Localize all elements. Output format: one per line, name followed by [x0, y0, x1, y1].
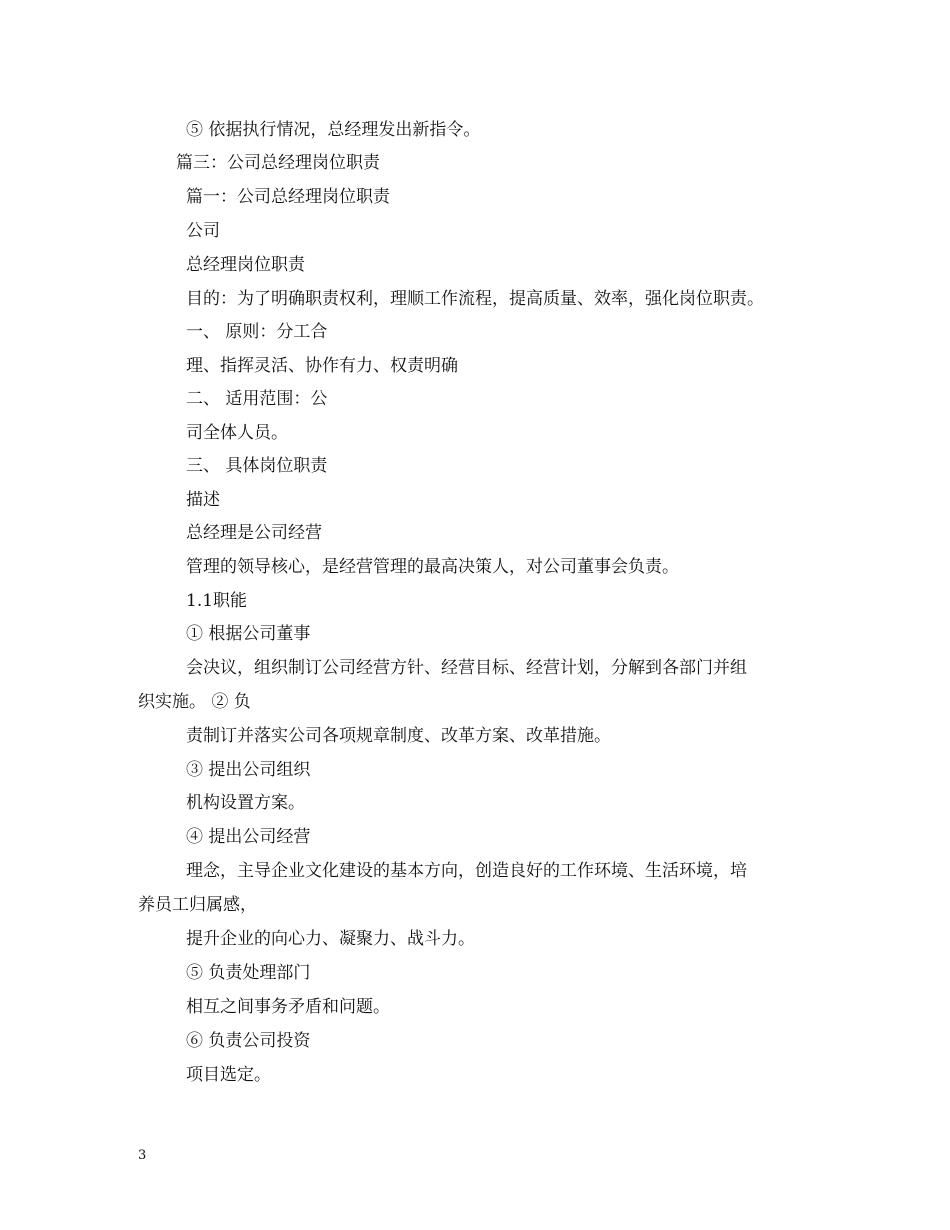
- text-line: ⑥ 负责公司投资: [186, 1031, 311, 1051]
- text-line: 责制订并落实公司各项规章制度、改革方案、改革措施。: [186, 726, 611, 746]
- text-line: ③ 提出公司组织: [186, 760, 311, 780]
- text-line: 织实施。 ② 负: [138, 692, 251, 712]
- section-heading: 篇三：公司总经理岗位职责: [176, 153, 380, 173]
- text-line: 养员工归属感，: [138, 895, 257, 915]
- text-line: 篇一：公司总经理岗位职责: [186, 187, 390, 207]
- text-line: ⑤ 依据执行情况，总经理发出新指令。: [186, 120, 481, 140]
- text-line: ④ 提出公司经营: [186, 827, 311, 847]
- text-line: 项目选定。: [186, 1065, 271, 1085]
- text-line: 公司: [186, 221, 220, 241]
- text-line: 会决议，组织制订公司经营方针、经营目标、经营计划，分解到各部门并组: [186, 658, 747, 678]
- text-line: ① 根据公司董事: [186, 624, 311, 644]
- text-line: 理念，主导企业文化建设的基本方向，创造良好的工作环境、生活环境，培: [186, 861, 747, 881]
- text-line: 司全体人员。: [186, 423, 288, 443]
- page-number: 3: [138, 1148, 147, 1163]
- text-line: 管理的领导核心，是经营管理的最高决策人，对公司董事会负责。: [186, 557, 679, 577]
- text-line: 描述: [186, 490, 220, 510]
- text-line: 三、 具体岗位职责: [186, 456, 328, 476]
- text-line: 提升企业的向心力、凝聚力、战斗力。: [186, 929, 475, 949]
- text-line: 二、 适用范围：公: [186, 389, 328, 409]
- text-line: 理、指挥灵活、协作有力、权责明确: [186, 356, 458, 376]
- text-line: 总经理是公司经营: [186, 523, 322, 543]
- text-line: 目的：为了明确职责权利，理顺工作流程，提高质量、效率，强化岗位职责。: [186, 289, 764, 309]
- text-line: 总经理岗位职责: [186, 255, 305, 275]
- text-line: ⑤ 负责处理部门: [186, 963, 311, 983]
- text-line: 相互之间事务矛盾和问题。: [186, 997, 390, 1017]
- text-line: 机构设置方案。: [186, 793, 305, 813]
- text-line: 1.1职能: [186, 591, 248, 611]
- text-line: 一、 原则：分工合: [186, 322, 328, 342]
